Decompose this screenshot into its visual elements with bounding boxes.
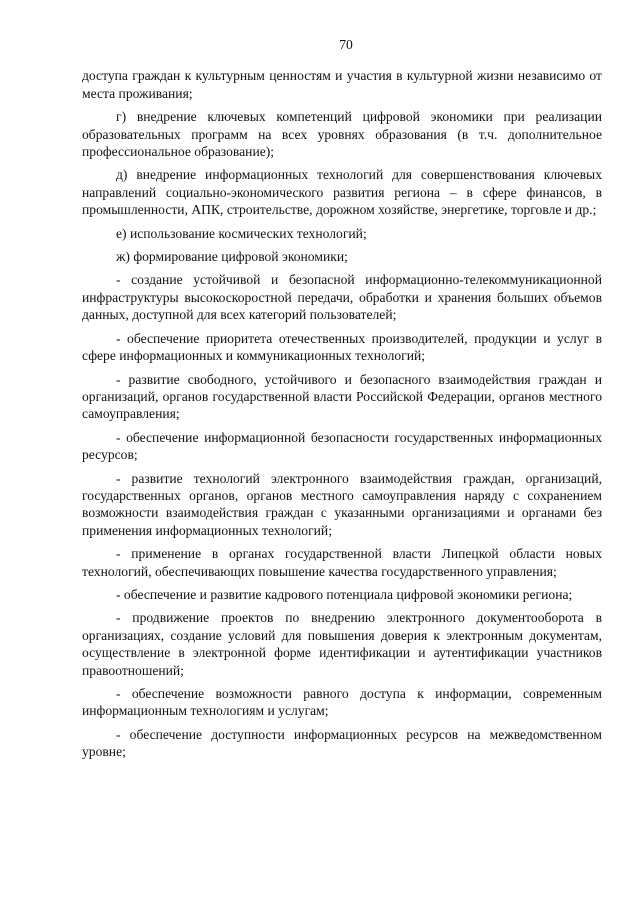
paragraph-item-d: д) внедрение информационных технологий для совершенствования ключевых направлений социально-экономического развития региона – в сфере финансов, в промышленности, АПК, строительстве, дорожном хозяйстве, энергетике, торговле и др.; [82,167,602,218]
bullet-item: - развитие свободного, устойчивого и безопасного взаимодействия граждан и организаций, органов государственной власти Российской Федерации, органов местного самоуправления; [82,371,602,422]
bullet-item: - обеспечение доступности информационных ресурсов на межведомственном уровне; [82,726,602,760]
bullet-item: - обеспечение возможности равного доступа к информации, современным информационным технологиям и услугам; [82,686,602,719]
paragraph-item-zh: ж) формирование цифровой экономики; [116,249,348,265]
paragraph-item-e: е) использование космических технологий; [116,225,367,241]
bullet-item: - создание устойчивой и безопасной информационно-телекоммуникационной инфраструктуры высокоскоростной передачи, обработки и хранения больших объемов данных, доступной для всех категорий пользователей; [82,272,602,323]
bullet-item: - продвижение проектов по внедрению электронного документооборота в организациях, создание условий для повышения доверия к электронным документам, осуществление в электронной форме идентификации и аутентификации участников правоотношений; [82,610,602,678]
bullet-item: - обеспечение информационной безопасности государственных информационных ресурсов; [82,429,602,463]
bullet-item: - применение в органах государственной власти Липецкой области новых технологий, обеспечивающих повышение качества государственного управления; [82,546,602,579]
paragraph-continuation: доступа граждан к культурным ценностям и участия в культурной жизни независимо от места проживания; [82,68,602,101]
paragraph-item-g: г) внедрение ключевых компетенций цифровой экономики при реализации образовательных программ на всех уровнях образования (в т.ч. дополнительное профессиональное образование); [82,109,602,160]
page-number: 70 [339,37,353,52]
bullet-item: - обеспечение и развитие кадрового потенциала цифровой экономики региона; [116,586,573,602]
bullet-item: - обеспечение приоритета отечественных производителей, продукции и услуг в сфере информационных и коммуникационных технологий; [82,330,602,364]
bullet-item: - развитие технологий электронного взаимодействия граждан, организаций, государственных органов, органов местного самоуправления наряду с сохранением возможности взаимодействия граждан с указанными организациями и органами без применения информационных технологий; [82,470,602,538]
